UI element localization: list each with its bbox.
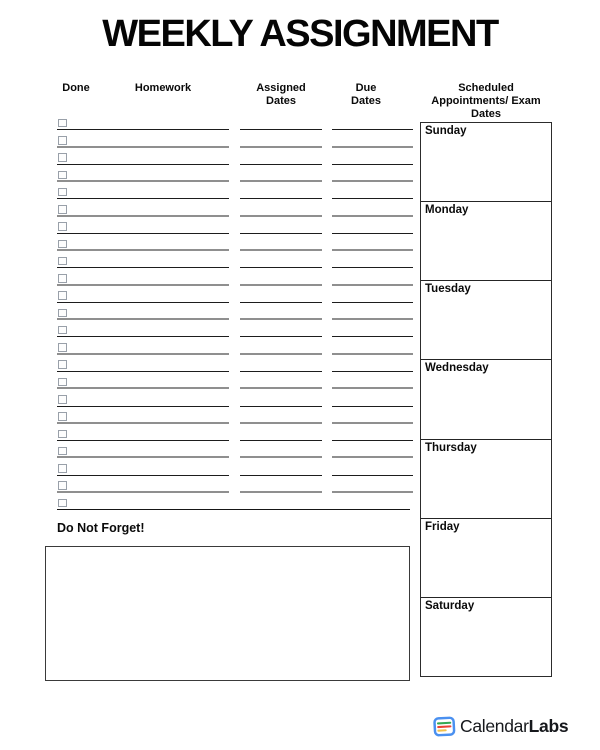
assignment-row — [57, 199, 413, 216]
column-header-assigned-dates: Assigned Dates — [256, 82, 306, 107]
day-label: Thursday — [425, 441, 477, 454]
day-section[interactable] — [421, 597, 551, 676]
assignment-rows — [57, 113, 413, 510]
day-label: Wednesday — [425, 362, 489, 375]
done-checkbox[interactable] — [58, 291, 67, 300]
done-checkbox[interactable] — [58, 395, 67, 404]
done-checkbox[interactable] — [58, 447, 67, 456]
assignment-row — [57, 493, 413, 510]
brand-name-regular: Calendar — [460, 716, 529, 736]
calendarlabs-logo[interactable] — [433, 716, 568, 737]
assignment-row — [57, 234, 413, 251]
done-checkbox[interactable] — [58, 343, 67, 352]
assignment-row — [57, 458, 413, 475]
day-section[interactable] — [421, 201, 551, 280]
done-checkbox[interactable] — [58, 430, 67, 439]
assignment-row — [57, 320, 413, 337]
day-section[interactable] — [421, 280, 551, 359]
column-header-scheduled-appointments: Scheduled Appointments/ Exam Dates — [431, 82, 541, 120]
assignment-row — [57, 441, 413, 458]
assignment-row — [57, 286, 413, 303]
assignment-row — [57, 130, 413, 147]
assignment-row — [57, 217, 413, 234]
assignment-row — [57, 424, 413, 441]
do-not-forget-label: Do Not Forget! — [57, 521, 145, 535]
schedule-panel — [420, 122, 552, 677]
assignment-row — [57, 355, 413, 372]
calendar-icon — [433, 716, 456, 737]
done-checkbox[interactable] — [58, 360, 67, 369]
done-checkbox[interactable] — [58, 481, 67, 490]
column-header-due-dates: Due Dates — [351, 82, 381, 107]
assignment-row — [57, 148, 413, 165]
assignment-row — [57, 407, 413, 424]
done-checkbox[interactable] — [58, 499, 67, 508]
assignment-row — [57, 476, 413, 493]
assignment-row — [57, 303, 413, 320]
done-checkbox[interactable] — [58, 188, 67, 197]
done-checkbox[interactable] — [58, 274, 67, 283]
day-section[interactable] — [421, 439, 551, 518]
day-section[interactable] — [421, 518, 551, 597]
homework-field[interactable] — [57, 509, 410, 510]
assignment-row — [57, 268, 413, 285]
assignment-row — [57, 372, 413, 389]
done-checkbox[interactable] — [58, 378, 67, 387]
notes-box[interactable] — [45, 546, 410, 681]
done-checkbox[interactable] — [58, 171, 67, 180]
day-label: Tuesday — [425, 283, 471, 296]
done-checkbox[interactable] — [58, 309, 67, 318]
done-checkbox[interactable] — [58, 222, 67, 231]
assignment-row — [57, 165, 413, 182]
day-section[interactable] — [421, 359, 551, 438]
done-checkbox[interactable] — [58, 412, 67, 421]
done-checkbox[interactable] — [58, 136, 67, 145]
column-header-done: Done — [62, 82, 90, 94]
day-label: Friday — [425, 520, 460, 533]
assignment-row — [57, 389, 413, 406]
assignment-row — [57, 182, 413, 199]
done-checkbox[interactable] — [58, 326, 67, 335]
column-header-homework: Homework — [134, 82, 192, 94]
assignment-row — [57, 251, 413, 268]
done-checkbox[interactable] — [58, 205, 67, 214]
day-label: Saturday — [425, 599, 475, 612]
done-checkbox[interactable] — [58, 119, 67, 128]
done-checkbox[interactable] — [58, 464, 67, 473]
assignment-row — [57, 337, 413, 354]
done-checkbox[interactable] — [58, 153, 67, 162]
done-checkbox[interactable] — [58, 240, 67, 249]
page-title: WEEKLY ASSIGNMENT — [102, 13, 498, 55]
assignment-row — [57, 113, 413, 130]
brand-name — [460, 716, 568, 737]
day-label: Sunday — [425, 125, 467, 137]
done-checkbox[interactable] — [58, 257, 67, 266]
day-label: Monday — [425, 204, 469, 217]
day-section[interactable] — [421, 123, 551, 201]
brand-name-bold: Labs — [528, 716, 569, 736]
